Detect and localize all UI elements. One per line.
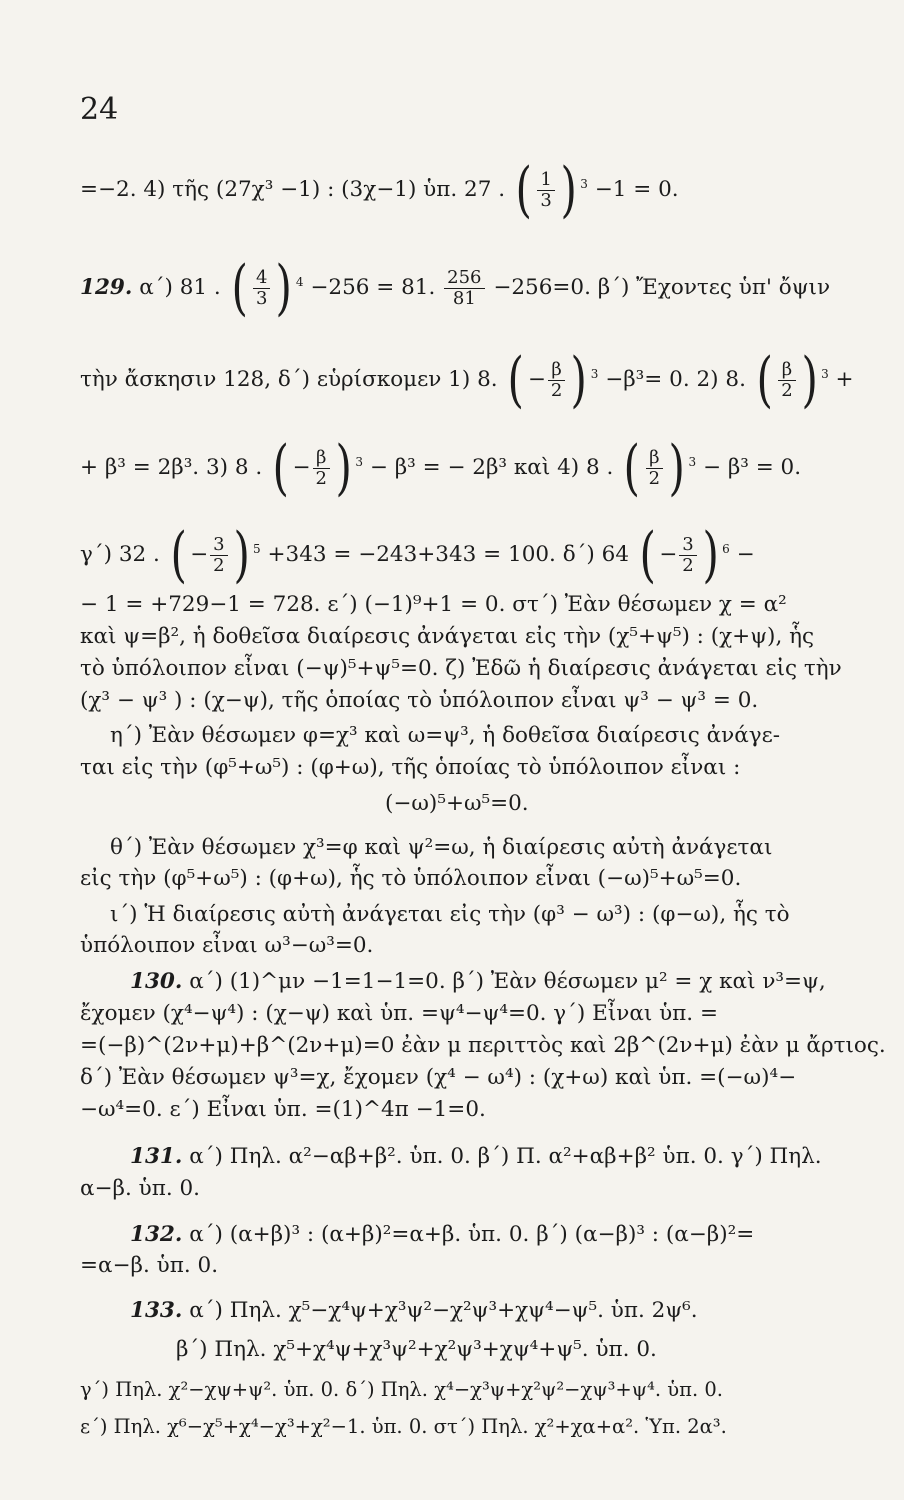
page-number: 24 (80, 92, 119, 127)
fraction (679, 535, 696, 576)
text-segment: α΄) Πηλ. α²−αβ+β². ὑπ. 0. β΄) Π. α²+αβ+β² ὑπ. 0. γ΄) Πηλ. (189, 1144, 822, 1169)
text-line (130, 1142, 850, 1172)
text-line: ται εἰς τὴν (φ⁵+ω⁵) : (φ+ω), τῆς ὁποίας τὸ ὑπόλοιπον εἶναι : (80, 755, 741, 780)
paren: ( (231, 253, 248, 323)
paren: ( (623, 433, 641, 503)
text-line: =−2. 4) τῆς (27χ³ −1) : (3χ−1) ὑπ. 27 . ( $\frac{1}{3}$ ) $^3$ −1 = 0. (80, 155, 679, 225)
paren: ( (639, 520, 656, 590)
denominator: 2 (781, 379, 793, 401)
text-segment: =−2. 4) τῆς (27χ³ −1) : (3χ−1) ὑπ. 27 . (80, 177, 506, 202)
text-line (130, 967, 850, 997)
text-segment: −256=0. β΄) Ἔχοντες ὑπ' ὄψιν (493, 275, 831, 300)
text-segment: α΄) 81 . (139, 275, 221, 300)
text-line: η΄) Ἐὰν θέσωμεν φ=χ³ καὶ ω=ψ³, ἡ δοθεῖσα διαίρεσις ἀνάγε- (110, 723, 780, 748)
text-line: θ΄) Ἐὰν θέσωμεν χ³=φ καὶ ψ²=ω, ἡ διαίρεσις αὐτὴ ἀνάγεται (110, 835, 773, 860)
text-line: καὶ ψ=β², ἡ δοθεῖσα διαίρεσις ἀνάγεται εἰς τὴν (χ⁵+ψ⁵) : (χ+ψ), ἧς (80, 624, 815, 649)
text-line: =α−β. ὑπ. 0. (80, 1253, 219, 1278)
denominator: 81 (452, 287, 476, 309)
exercise-number: 130. (130, 969, 183, 994)
fraction (444, 268, 484, 309)
paren: ) (275, 253, 293, 323)
text-line: δ΄) Ἐὰν θέσωμεν ψ³=χ, ἔχομεν (χ⁴ − ω⁴) : (χ+ω) καὶ ὑπ. =(−ω)⁴− (80, 1065, 797, 1090)
paren: ) (335, 433, 352, 503)
paren: ) (233, 520, 250, 590)
denominator: 3 (540, 189, 552, 211)
text-line: ι΄) Ἡ διαίρεσις αὐτὴ ἀνάγεται εἰς τὴν (φ³ − ω³) : (φ−ω), ἧς τὸ (110, 902, 790, 927)
numerator: β (778, 360, 795, 381)
fraction (253, 268, 270, 309)
denominator: 2 (315, 467, 327, 489)
fraction (313, 448, 330, 489)
text-line: + β³ = 2β³. 3) 8 . ( − $\frac{\beta}{2}$ ) $^3$ − β³ = − 2β³ καὶ 4) 8 . ( $\frac{\beta}{2}$ ) $^3$ − β³ = 0. (80, 433, 802, 503)
text-line: 129. α΄) 81 . ( $\frac{4}{3}$ ) $^4$ −256 = 81. $\frac{256}{81}$ −256=0. β΄) Ἔχοντες ὑπ' ὄψιν (80, 253, 831, 323)
text-segment: α΄) Πηλ. χ⁵−χ⁴ψ+χ³ψ²−χ²ψ³+χψ⁴−ψ⁵. ὑπ. 2ψ⁶. (189, 1298, 698, 1323)
exercise-number: 133. (130, 1298, 183, 1323)
paren: ( (170, 520, 187, 590)
text-line: β΄) Πηλ. χ⁵+χ⁴ψ+χ³ψ²+χ²ψ³+χψ⁴+ψ⁵. ὑπ. 0. (176, 1337, 657, 1362)
denominator: 2 (648, 467, 661, 489)
denominator: 3 (256, 287, 268, 309)
text-segment: τὴν ἄσκησιν 128, δ΄) εὑρίσκομεν 1) 8. (80, 367, 498, 392)
text-segment: −256 = 81. (310, 275, 436, 300)
text-segment: α΄) (1)^μν −1=1−1=0. β΄) Ἐὰν θέσωμεν μ² = χ καὶ ν³=ψ, (189, 969, 826, 994)
text-segment: + β³ = 2β³. 3) 8 . (80, 455, 263, 480)
text-segment: − (736, 542, 755, 567)
denominator: 2 (550, 379, 563, 401)
numerator: 4 (253, 268, 270, 289)
text-line (130, 1296, 850, 1326)
text-segment: α΄) (α+β)³ : (α+β)²=α+β. ὑπ. 0. β΄) (α−β)³ : (α−β)²= (189, 1222, 755, 1247)
paren: ) (801, 345, 818, 415)
text-segment: −1 = 0. (594, 177, 679, 202)
text-segment: −β³= 0. 2) 8. (605, 367, 746, 392)
text-segment: +343 = −243+343 = 100. δ΄) 64 (267, 542, 630, 567)
text-line: (χ³ − ψ³ ) : (χ−ψ), τῆς ὁποίας τὸ ὑπόλοιπον εἶναι ψ³ − ψ³ = 0. (80, 688, 759, 713)
paren: ( (507, 345, 525, 415)
paren: ( (272, 433, 289, 503)
exercise-number: 131. (130, 1144, 183, 1169)
text-line: ἔχομεν (χ⁴−ψ⁴) : (χ−ψ) καὶ ὑπ. =ψ⁴−ψ⁴=0. γ΄) Εἶναι ὑπ. = (80, 1001, 718, 1026)
paren: ( (515, 155, 532, 225)
text-line: α−β. ὑπ. 0. (80, 1176, 201, 1201)
text-line: ε΄) Πηλ. χ⁶−χ⁵+χ⁴−χ³+χ²−1. ὑπ. 0. στ΄) Πηλ. χ²+χα+α². Ὑπ. 2α³. (80, 1415, 727, 1438)
text-segment: − β³ = − 2β³ καὶ 4) 8 . (369, 455, 614, 480)
fraction (778, 360, 795, 401)
text-line: εἰς τὴν (φ⁵+ω⁵) : (φ+ω), ἧς τὸ ὑπόλοιπον εἶναι (−ω)⁵+ω⁵=0. (80, 866, 742, 891)
paren: ) (570, 345, 588, 415)
paren: ( (756, 345, 773, 415)
text-line: (−ω)⁵+ω⁵=0. (385, 791, 529, 816)
exercise-number: 132. (130, 1222, 183, 1247)
numerator: 1 (537, 170, 554, 191)
text-line: =(−β)^(2ν+μ)+β^(2ν+μ)=0 ἐὰν μ περιττὸς καὶ 2β^(2ν+μ) ἐὰν μ ἄρτιος. (80, 1033, 886, 1058)
text-line: − 1 = +729−1 = 728. ε΄) (−1)⁹+1 = 0. στ΄) Ἐὰν θέσωμεν χ = α² (80, 592, 787, 617)
numerator: β (646, 448, 663, 469)
fraction (548, 360, 565, 401)
text-segment: + (835, 367, 854, 392)
text-line: τὸ ὑπόλοιπον εἶναι (−ψ)⁵+ψ⁵=0. ζ) Ἐδῶ ἡ διαίρεσις ἀνάγεται εἰς τὴν (80, 656, 842, 681)
text-line: τὴν ἄσκησιν 128, δ΄) εὑρίσκομεν 1) 8. ( − $\frac{\beta}{2}$ ) $^3$ −β³= 0. 2) 8. ( $\frac{\beta}{2}$ ) $^3$ + (80, 345, 854, 415)
paren: ) (668, 433, 685, 503)
text-segment: − β³ = 0. (702, 455, 802, 480)
text-line: −ω⁴=0. ε΄) Εἶναι ὑπ. =(1)^4π −1=0. (80, 1097, 486, 1122)
numerator: 3 (210, 535, 227, 556)
numerator: 256 (444, 268, 484, 289)
fraction (537, 170, 554, 211)
text-line: ὑπόλοιπον εἶναι ω³−ω³=0. (80, 933, 374, 958)
denominator: 2 (213, 554, 225, 576)
text-line: γ΄) 32 . ( − $\frac{3}{2}$ ) $^5$ +343 = −243+343 = 100. δ΄) 64 ( − $\frac{3}{2}$ ) $^6$ − (80, 520, 755, 590)
fraction (646, 448, 663, 489)
numerator: β (313, 448, 330, 469)
text-segment: γ΄) 32 . (80, 542, 160, 567)
fraction (210, 535, 227, 576)
text-line (130, 1220, 850, 1250)
exercise-number: 129. (80, 275, 133, 300)
paren: ) (560, 155, 577, 225)
numerator: β (548, 360, 565, 381)
denominator: 2 (682, 554, 694, 576)
numerator: 3 (679, 535, 696, 556)
text-line: γ΄) Πηλ. χ²−χψ+ψ². ὑπ. 0. δ΄) Πηλ. χ⁴−χ³ψ+χ²ψ²−χψ³+ψ⁴. ὑπ. 0. (80, 1378, 723, 1401)
paren: ) (702, 520, 719, 590)
